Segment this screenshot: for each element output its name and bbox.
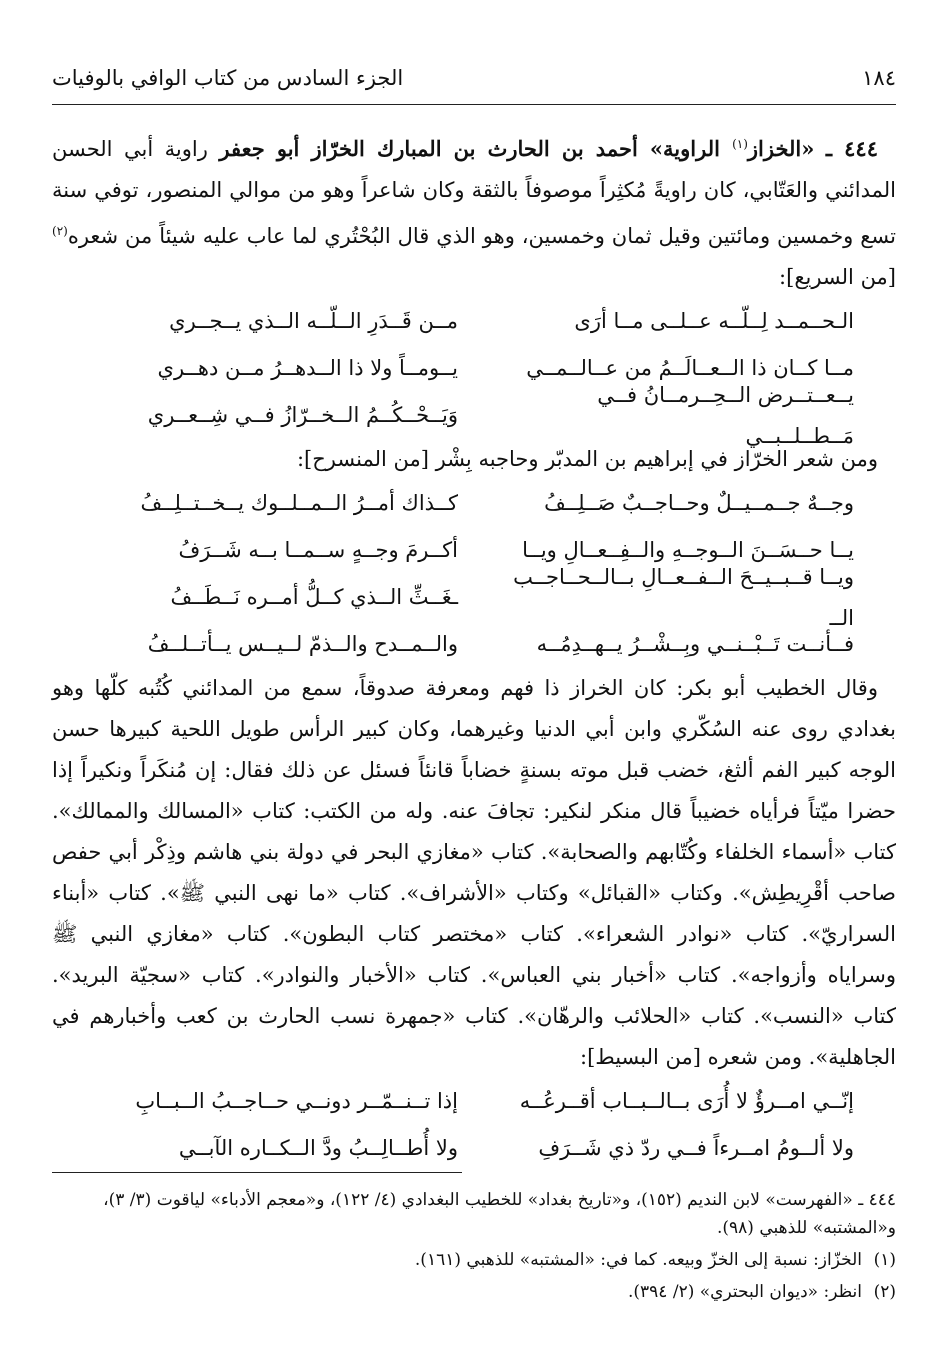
- main-text: [52, 124, 896, 1172]
- footnote-ref-1[interactable]: (١): [732, 137, 748, 151]
- poem-2: [52, 480, 896, 668]
- verse-second-hemistich: يــومــاً ولا ذا الــدهــرُ مــن دهــري: [157, 356, 458, 380]
- verse-first-hemistich: وجــهٌ جــمــيــلٌ وحــاجــبٌ صَــلِــفُ: [544, 491, 854, 515]
- footnote-1-text: الخزّاز: نسبة إلى الخزّ وبيعه. كما في: «المشتبه» للذهبي (١٦١).: [414, 1250, 862, 1270]
- poem-2-intro: ومن شعر الخرّاز في إبراهيم بن المدبّر وحاجبه بِشْر [من المنسرح]:: [296, 447, 878, 471]
- verse-first-hemistich: إنّــي امــرؤٌ لا أُرَى بــالــبــاب أقــرعُــه: [519, 1089, 854, 1113]
- verse-second-hemistich: والــمــدح والــذمّ لــيــس يــأتــلــفُ: [147, 632, 458, 656]
- entry-paragraph: [52, 124, 896, 298]
- verse-second-hemistich: إذا تــنــمّــر دونــي حــاجــبُ الــبــابِ: [135, 1089, 458, 1113]
- entry-title: «الخزاز: [747, 136, 815, 161]
- verse-line: [52, 1125, 896, 1172]
- verse-line: [52, 621, 896, 668]
- verse-line: [52, 382, 896, 448]
- verse-line: [52, 1078, 896, 1125]
- footnote-1: [52, 1246, 896, 1274]
- biography-paragraph: وقال الخطيب أبو بكر: كان الخراز ذا فهم ومعرفة صدوقاً، سمع من المدائني كُتُبه كلّها وهو بغدادي روى عنه السُكّري وابن أبي الدنيا وغيرهما، وكان كبير الرأس طويل اللحية كبيرها حسن الوجه كبير الفم ألثغ، خضب قبل موته بسنةٍ خضاباً قانئاً فسئل عن ذلك فقال: إن مُنكَراً ونكيراً إذا حضرا ميّتاً فرأياه خضيباً قال منكر لنكير: تجافَ عنه. وله من الكتب: كتاب «المسالك والممالك». كتاب «أسماء الخلفاء وكُتّابهم والصحابة». كتاب «مغازي البحر في دولة بني هاشم وذِكْر أبي حفص صاحب أقْرِيطِش». وكتاب «القبائل» وكتاب «الأشراف». كتاب «ما نهى النبي ﷺ». كتاب «أبناء السراريّ». كتاب «نوادر الشعراء». كتاب «مختصر كتاب البطون». كتاب «مغازي النبي ﷺ وسراياه وأزواجه». كتاب «أخبار بني العباس». كتاب «الأخبار والنوادر». كتاب «سجيّة البريد». كتاب «النسب». كتاب «الحلائب والرهّان». كتاب «جمهرة نسب الحارث بن كعب وأخبارهم في الجاهلية». ومن شعره [من البسيط]:: [52, 676, 896, 1069]
- entry-meter: [من السريع]:: [779, 265, 896, 289]
- footnotes: [52, 1186, 896, 1310]
- verse-first-hemistich: يــعــتــرض الــحِــرمــانُ فــي مَــطــلــبــي: [597, 382, 854, 448]
- header-rule: [52, 104, 896, 105]
- verse-second-hemistich: مــن قَــدَرِ الــلّــه الــذي يــجــري: [169, 309, 458, 333]
- footnote-ref-2[interactable]: (٢): [52, 224, 68, 238]
- footnote-2-number: (٢): [873, 1282, 896, 1302]
- verse-line: [52, 298, 896, 345]
- book-page: [52, 0, 896, 1369]
- footnote-sources: ٤٤٤ ـ «الفهرست» لابن النديم (١٥٢)، و«تاريخ بغداد» للخطيب البغدادي (٤/ ١٢٢)، و«معجم الأدباء» لياقوت (٣/ ٣)، و«المشتبه» للذهبي (٩٨).: [103, 1190, 896, 1238]
- verse-line: [52, 564, 896, 630]
- verse-second-hemistich: أكــرمَ وجــهٍ ســمــا بــه شَــرَفُ: [178, 538, 458, 562]
- poem-1: [52, 298, 896, 448]
- running-title: الجزء السادس من كتاب الوافي بالوفيات: [52, 66, 404, 90]
- verse-first-hemistich: ويــا قــبــيــحَ الــفــعــالِ بــالــحــاجــب الــ: [513, 564, 854, 630]
- page-number: ١٨٤: [862, 66, 896, 90]
- verse-second-hemistich: ولا أُطــالِــبُ ودَّ الــكــاره الآبــي: [178, 1136, 458, 1160]
- footnote-1-number: (١): [873, 1250, 896, 1270]
- verse-first-hemistich: الـحــمــد لِــلّــه عــلــى مــا أرَى: [574, 309, 854, 333]
- entry-title-rest: الراوية» أحمد بن الحارث بن المبارك الخرّاز أبو جعفر: [219, 136, 733, 161]
- verse-second-hemistich: وَيَــحْــكُــمُ الــخــرّازُ فــي شِــعــري: [147, 403, 458, 427]
- footnote-2: [52, 1278, 896, 1306]
- verse-second-hemistich: كــذاك أمــرُ الــمــلــوك يــخــتــلِــفُ: [140, 491, 458, 515]
- verse-line: [52, 480, 896, 527]
- verse-first-hemistich: فــأنــت تَــبْــنــي وبِــشْــرُ يــهــدِمُــه: [536, 632, 854, 656]
- footnote-2-text: انظر: «ديوان البحتري» (٢/ ٣٩٤).: [627, 1282, 862, 1302]
- verse-first-hemistich: مــا كــان ذا الــعــالَــمُ من عــالــمــي: [526, 356, 854, 380]
- poem-3: [52, 1078, 896, 1172]
- footnote-rule: [52, 1172, 462, 1173]
- verse-second-hemistich: ـغَــثِّ الــذي كــلُّ أمــره نَــطَــفُ: [170, 585, 458, 609]
- entry-number: ٤٤٤ ـ: [825, 136, 878, 161]
- entry-text: راوية أبي الحسن المدائني والعَتّابي، كان راويةً مُكثِراً موصوفاً بالثقة وكان شاعراً وهو من موالي المنصور، توفي سنة تسع وخمسين ومائتين وقيل ثمان وخمسين، وهو الذي قال البُحْتُري لما عاب عليه شيئاً من شعره: [52, 137, 896, 248]
- verse-first-hemistich: يــا حــسَــنَ الــوجــهِ والــفِــعــالِ ويــا: [522, 538, 854, 562]
- page-header: [52, 58, 896, 98]
- verse-first-hemistich: ولا ألــومُ امــرءاً فــي ردّ ذي شَــرَفِ: [538, 1136, 854, 1160]
